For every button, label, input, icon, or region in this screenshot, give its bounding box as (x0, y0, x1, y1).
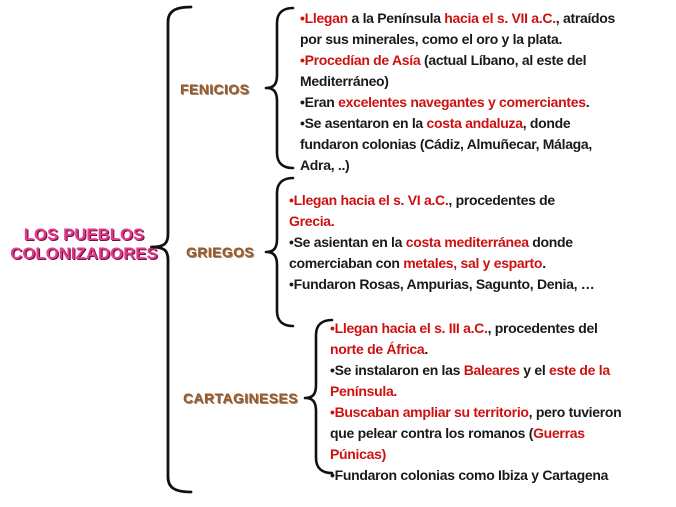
bullet-item (330, 402, 676, 465)
text-run: metales, sal y esparto (403, 255, 543, 271)
group-label-griegos: GRIEGOS (186, 244, 255, 260)
text-run: norte de África (330, 341, 425, 357)
bullet-item (300, 50, 676, 92)
text-run: por sus minerales, como el oro y la plata. (300, 31, 563, 47)
text-run: este de la (549, 362, 610, 378)
text-run: , donde (522, 115, 571, 131)
fenicios-brace (264, 6, 296, 170)
text-run: costa andaluza (426, 115, 523, 131)
text-run: •Se instalaron en las (330, 362, 464, 378)
diagram-title (6, 226, 162, 264)
text-run: (actual Líbano, al este del (420, 52, 587, 68)
text-run: costa mediterránea (405, 234, 529, 250)
text-run: . (542, 255, 546, 271)
text-run: hacia el s. VII a.C. (444, 10, 556, 26)
text-run: Mediterráneo) (300, 73, 389, 89)
text-run: Púnicas) (330, 446, 386, 462)
text-run: excelentes navegantes y comerciantes (338, 94, 586, 110)
text-run: •Buscaban ampliar su territorio (330, 404, 529, 420)
text-run: y el (519, 362, 550, 378)
bullet-item (330, 318, 676, 360)
text-run: •Se asientan en la (289, 234, 406, 250)
text-run: que pelear contra los romanos ( (330, 425, 534, 441)
griegos-bullet-list (289, 190, 675, 295)
text-run: fundaron colonias (Cádiz, Almuñecar, Málaga, (300, 136, 593, 152)
bullet-item (289, 232, 675, 274)
fenicios-bullet-list (300, 8, 676, 176)
text-run: •Llegan hacia el s. VI a.C. (289, 192, 449, 208)
cartagineses-bullet-list (330, 318, 676, 486)
text-run: Baleares (463, 362, 520, 378)
bullet-item (330, 465, 676, 486)
text-run: Península. (330, 383, 398, 399)
bullet-item (300, 113, 676, 176)
text-run: Adra, ..) (300, 157, 350, 173)
text-run: donde (528, 234, 573, 250)
text-run: . (585, 94, 590, 110)
text-run: comerciaban con (289, 255, 404, 271)
group-label-cartagineses: CARTAGINESES (183, 390, 298, 406)
bullet-item (300, 92, 676, 113)
text-run: , pero tuvieron (528, 404, 622, 420)
text-run: •Fundaron Rosas, Ampurias, Sagunto, Denia, … (289, 276, 595, 292)
text-run: Guerras (533, 425, 585, 441)
text-run: •Se asentaron en la (300, 115, 427, 131)
bullet-item (289, 190, 675, 232)
diagram-title-line1: LOS PUEBLOS (23, 226, 145, 244)
group-label-fenicios: FENICIOS (180, 81, 250, 97)
bullet-item (289, 274, 675, 295)
bullet-item (300, 8, 676, 50)
bullet-item (330, 360, 676, 402)
text-run: •Eran (300, 94, 339, 110)
diagram-title-line2: COLONIZADORES (10, 245, 158, 263)
text-run: •Llegan (300, 10, 348, 26)
text-run: a la Península (347, 10, 445, 26)
text-run: , procedentes de (448, 192, 555, 208)
text-run: •Llegan hacia el s. III a.C. (330, 320, 488, 336)
text-run: Grecia. (289, 213, 335, 229)
text-run: •Procedían de Asía (300, 52, 421, 68)
text-run: . (424, 341, 428, 357)
text-run: , procedentes del (487, 320, 598, 336)
text-run: , atraídos (555, 10, 616, 26)
text-run: •Fundaron colonias como Ibiza y Cartagena (330, 467, 609, 483)
